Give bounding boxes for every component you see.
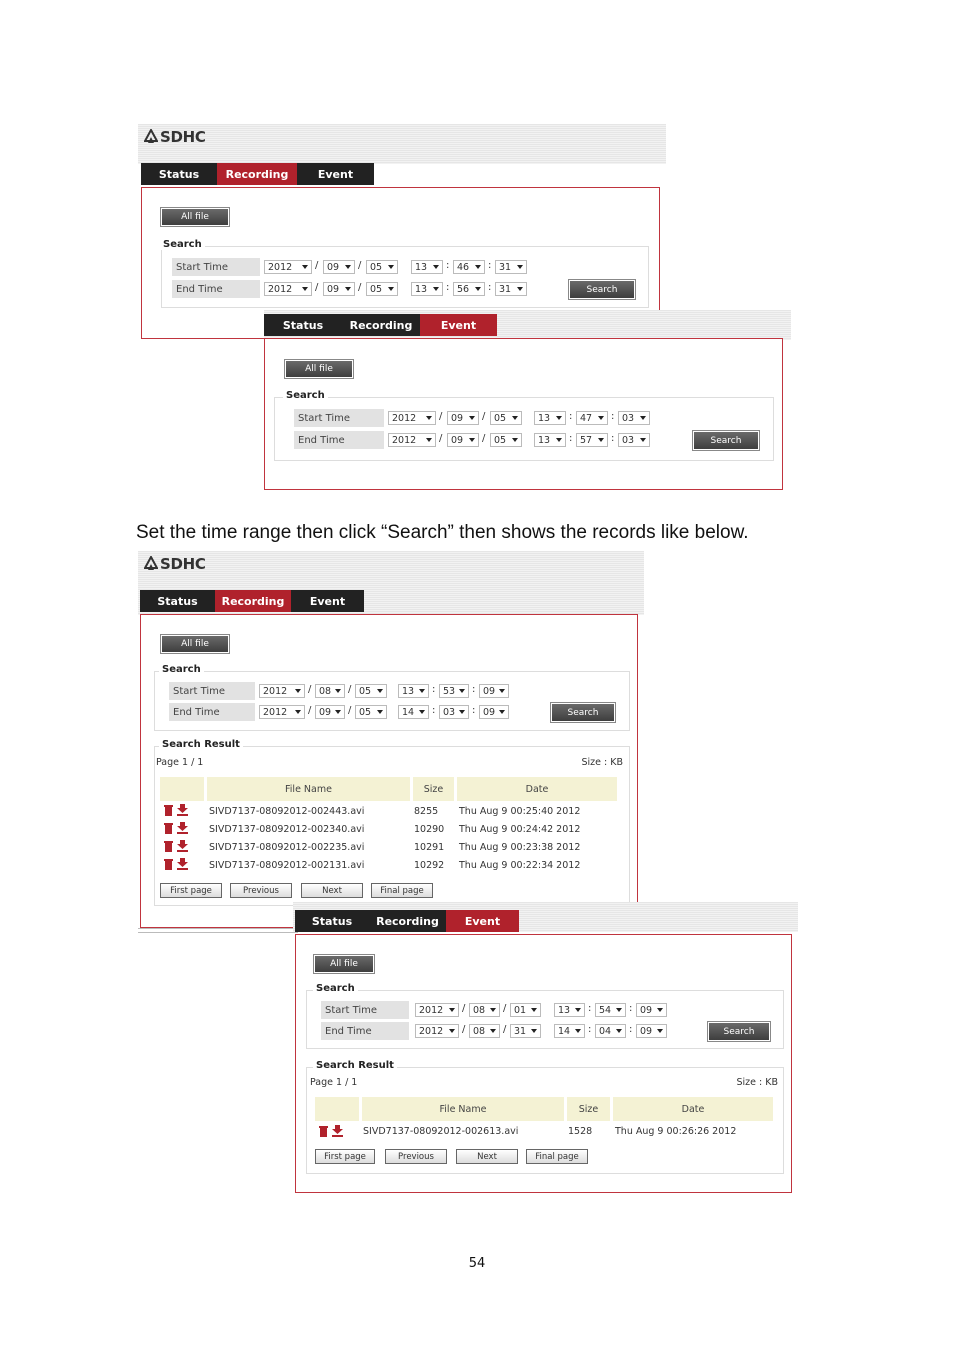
tab-recording[interactable]: Recording [349, 318, 413, 332]
search-button[interactable]: Search [709, 1023, 769, 1040]
sdhc-logo: SDHC [144, 128, 206, 146]
search-result-fieldset [154, 739, 630, 906]
end-hour-select[interactable] [411, 282, 443, 296]
row-size: 8255 [414, 806, 439, 817]
tab-bar [295, 910, 519, 932]
field-separator: / [308, 684, 312, 695]
chevron-down-icon [419, 710, 425, 714]
select-value: 09 [483, 706, 496, 718]
search-legend: Search [283, 390, 328, 401]
tab-status[interactable]: Status [158, 167, 200, 181]
panel-bottom-rule [138, 928, 298, 933]
select-value: 53 [443, 685, 456, 697]
previous-button[interactable]: Previous [230, 883, 292, 898]
chevron-down-icon [459, 710, 465, 714]
tab-recording[interactable]: Recording [215, 590, 291, 612]
end-time-label: End Time [294, 431, 384, 449]
chevron-down-icon [426, 416, 432, 420]
end-time-label: End Time [169, 703, 255, 721]
end-year-select[interactable] [415, 1024, 459, 1038]
trash-icon[interactable] [318, 1125, 329, 1137]
chevron-down-icon [531, 1029, 537, 1033]
end-second-select[interactable] [636, 1024, 667, 1038]
size-unit-label: Size : KB [581, 757, 623, 768]
size-unit-label: Size : KB [736, 1077, 778, 1088]
field-separator: / [462, 1003, 466, 1014]
panel-header [138, 124, 666, 164]
select-value: 13 [538, 412, 551, 424]
chevron-down-icon [490, 1029, 496, 1033]
end-hour-select[interactable] [398, 705, 429, 719]
select-value: 09 [327, 283, 340, 295]
tab-event[interactable]: Event [317, 167, 354, 181]
start-day-select[interactable] [510, 1003, 541, 1017]
chevron-down-icon [469, 438, 475, 442]
select-value: 46 [457, 261, 470, 273]
start-hour-select[interactable] [411, 260, 443, 274]
field-separator: : [432, 705, 436, 716]
tab-event[interactable]: Event [420, 314, 497, 336]
chevron-down-icon [302, 287, 308, 291]
select-value: 03 [622, 434, 635, 446]
chevron-down-icon [345, 265, 351, 269]
chevron-down-icon [475, 265, 481, 269]
field-separator: / [348, 705, 352, 716]
search-fieldset [274, 390, 774, 461]
chevron-down-icon [512, 416, 518, 420]
end-year-select[interactable] [264, 282, 312, 296]
field-separator: : [629, 1003, 633, 1014]
field-separator: / [358, 260, 362, 271]
field-separator: / [308, 705, 312, 716]
select-value: 57 [580, 434, 593, 446]
select-value: 13 [538, 434, 551, 446]
start-hour-select[interactable] [554, 1003, 585, 1017]
field-separator: : [446, 282, 450, 293]
next-button[interactable]: Next [456, 1149, 518, 1164]
start-second-select[interactable] [495, 260, 527, 274]
col-icons-header [160, 777, 204, 801]
row-date: Thu Aug 9 00:26:26 2012 [615, 1126, 737, 1137]
col-icons-header [315, 1097, 359, 1121]
select-value: 2012 [392, 434, 417, 446]
end-day-select[interactable] [490, 433, 522, 447]
field-separator: / [503, 1024, 507, 1035]
field-separator: / [439, 433, 443, 444]
panel-content [264, 338, 783, 490]
start-second-select[interactable] [479, 684, 509, 698]
col-file-name-header: File Name [362, 1097, 564, 1121]
sdhc-logo-icon [144, 556, 158, 572]
row-file-name: SIVD7137-08092012-002340.avi [209, 824, 365, 835]
start-month-select[interactable] [323, 260, 355, 274]
chevron-down-icon [657, 1008, 663, 1012]
start-hour-select[interactable] [534, 411, 566, 425]
select-value: 2012 [268, 261, 293, 273]
select-value: 05 [494, 412, 507, 424]
end-second-select[interactable] [495, 282, 527, 296]
select-value: 03 [443, 706, 456, 718]
row-file-name: SIVD7137-08092012-002613.avi [363, 1126, 519, 1137]
chevron-down-icon [388, 265, 394, 269]
search-legend: Search [160, 239, 205, 250]
search-button[interactable]: Search [552, 704, 614, 721]
start-minute-select[interactable] [595, 1003, 626, 1017]
start-time-label: Start Time [294, 409, 384, 427]
tab-event[interactable]: Event [309, 594, 346, 608]
start-minute-select[interactable] [453, 260, 485, 274]
field-separator: / [482, 411, 486, 422]
row-actions [163, 804, 188, 816]
chevron-down-icon [295, 689, 301, 693]
select-value: 05 [359, 706, 372, 718]
chevron-down-icon [499, 689, 505, 693]
field-separator: : [446, 260, 450, 271]
panel-content [295, 934, 792, 1193]
previous-button[interactable]: Previous [385, 1149, 447, 1164]
chevron-down-icon [469, 416, 475, 420]
select-value: 14 [402, 706, 415, 718]
first-page-button[interactable]: First page [160, 883, 222, 898]
first-page-button[interactable]: First page [315, 1149, 375, 1164]
select-value: 13 [415, 261, 428, 273]
start-year-select[interactable] [388, 411, 436, 425]
trash-icon[interactable] [163, 840, 174, 852]
start-time-label: Start Time [321, 1001, 409, 1019]
end-year-select[interactable] [388, 433, 436, 447]
search-legend: Search [159, 664, 204, 675]
field-separator: : [488, 282, 492, 293]
select-value: 09 [327, 261, 340, 273]
select-value: 09 [640, 1025, 653, 1037]
start-year-select[interactable] [264, 260, 312, 274]
search-legend: Search [313, 983, 358, 994]
tab-status[interactable]: Status [311, 914, 353, 928]
field-separator: : [432, 684, 436, 695]
chevron-down-icon [490, 1008, 496, 1012]
all-file-button[interactable]: All file [162, 209, 228, 225]
select-value: 04 [599, 1025, 612, 1037]
row-date: Thu Aug 9 00:23:38 2012 [459, 842, 581, 853]
chevron-down-icon [598, 416, 604, 420]
select-value: 2012 [392, 412, 417, 424]
field-separator: / [439, 411, 443, 422]
chevron-down-icon [377, 710, 383, 714]
chevron-down-icon [575, 1008, 581, 1012]
start-day-select[interactable] [366, 260, 398, 274]
search-fieldset [161, 239, 649, 308]
row-size: 1528 [568, 1126, 593, 1137]
col-date-header: Date [613, 1097, 773, 1121]
start-year-select[interactable] [415, 1003, 459, 1017]
end-month-select[interactable] [447, 433, 479, 447]
end-month-select[interactable] [469, 1024, 500, 1038]
all-file-button[interactable]: All file [315, 956, 373, 972]
tab-status[interactable]: Status [282, 318, 324, 332]
search-fieldset [154, 664, 630, 731]
search-result-legend: Search Result [313, 1060, 397, 1071]
download-icon[interactable] [177, 804, 188, 816]
all-file-button[interactable]: All file [162, 636, 228, 652]
select-value: 09 [451, 434, 464, 446]
tab-bar [264, 314, 497, 336]
row-date: Thu Aug 9 00:22:34 2012 [459, 860, 581, 871]
start-month-select[interactable] [469, 1003, 500, 1017]
end-minute-select[interactable] [439, 705, 469, 719]
field-separator: : [611, 411, 615, 422]
chevron-down-icon [449, 1029, 455, 1033]
end-month-select[interactable] [315, 705, 345, 719]
chevron-down-icon [598, 438, 604, 442]
field-separator: : [569, 433, 573, 444]
next-button[interactable]: Next [301, 883, 363, 898]
chevron-down-icon [426, 438, 432, 442]
end-second-select[interactable] [479, 705, 509, 719]
trash-icon[interactable] [163, 804, 174, 816]
tab-bar [141, 163, 374, 185]
chevron-down-icon [388, 287, 394, 291]
end-month-select[interactable] [323, 282, 355, 296]
chevron-down-icon [433, 287, 439, 291]
start-year-select[interactable] [259, 684, 305, 698]
row-actions [163, 840, 188, 852]
panel-content [140, 614, 638, 928]
start-second-select[interactable] [636, 1003, 667, 1017]
select-value: 31 [499, 261, 512, 273]
end-year-select[interactable] [259, 705, 305, 719]
select-value: 09 [451, 412, 464, 424]
chevron-down-icon [657, 1029, 663, 1033]
final-page-button[interactable]: Final page [371, 883, 433, 898]
col-size-header: Size [413, 777, 454, 801]
field-separator: / [348, 684, 352, 695]
field-separator: / [315, 260, 319, 271]
page-indicator: Page 1 / 1 [156, 757, 204, 768]
select-value: 31 [499, 283, 512, 295]
select-value: 09 [319, 706, 332, 718]
end-second-select[interactable] [618, 433, 650, 447]
start-month-select[interactable] [315, 684, 345, 698]
select-value: 2012 [419, 1025, 444, 1037]
end-hour-select[interactable] [554, 1024, 585, 1038]
chevron-down-icon [377, 689, 383, 693]
start-minute-select[interactable] [576, 411, 608, 425]
select-value: 2012 [268, 283, 293, 295]
row-actions [318, 1125, 343, 1137]
select-value: 31 [514, 1025, 527, 1037]
select-value: 54 [599, 1004, 612, 1016]
select-value: 05 [494, 434, 507, 446]
row-date: Thu Aug 9 00:24:42 2012 [459, 824, 581, 835]
field-separator: : [588, 1003, 592, 1014]
sdhc-panel-recording-1 [138, 124, 666, 338]
row-file-name: SIVD7137-08092012-002131.avi [209, 860, 365, 871]
end-day-select[interactable] [355, 705, 387, 719]
chevron-down-icon [499, 710, 505, 714]
row-size: 10291 [414, 842, 445, 853]
trash-icon[interactable] [163, 858, 174, 870]
row-size: 10290 [414, 824, 445, 835]
field-separator: : [569, 411, 573, 422]
search-result-legend: Search Result [159, 739, 243, 750]
select-value: 09 [483, 685, 496, 697]
search-button[interactable]: Search [694, 432, 758, 449]
select-value: 08 [473, 1004, 486, 1016]
start-month-select[interactable] [447, 411, 479, 425]
field-separator: / [462, 1024, 466, 1035]
field-separator: / [482, 433, 486, 444]
download-icon[interactable] [177, 858, 188, 870]
select-value: 13 [402, 685, 415, 697]
download-icon[interactable] [332, 1125, 343, 1137]
start-time-label: Start Time [172, 258, 260, 276]
chevron-down-icon [517, 287, 523, 291]
end-hour-select[interactable] [534, 433, 566, 447]
tab-recording[interactable]: Recording [217, 163, 297, 185]
end-day-select[interactable] [366, 282, 398, 296]
download-icon[interactable] [177, 822, 188, 834]
tab-recording[interactable]: Recording [376, 914, 439, 928]
chevron-down-icon [475, 287, 481, 291]
page-number: 54 [468, 1256, 486, 1271]
page-indicator: Page 1 / 1 [310, 1077, 358, 1088]
col-date-header: Date [457, 777, 617, 801]
select-value: 03 [622, 412, 635, 424]
chevron-down-icon [302, 265, 308, 269]
field-separator: / [503, 1003, 507, 1014]
field-separator: : [472, 684, 476, 695]
final-page-button[interactable]: Final page [526, 1149, 588, 1164]
chevron-down-icon [616, 1029, 622, 1033]
end-minute-select[interactable] [595, 1024, 626, 1038]
trash-icon[interactable] [163, 822, 174, 834]
field-separator: : [588, 1024, 592, 1035]
chevron-down-icon [531, 1008, 537, 1012]
chevron-down-icon [517, 265, 523, 269]
chevron-down-icon [512, 438, 518, 442]
start-time-label: Start Time [169, 682, 255, 700]
chevron-down-icon [616, 1008, 622, 1012]
chevron-down-icon [449, 1008, 455, 1012]
start-hour-select[interactable] [398, 684, 429, 698]
chevron-down-icon [640, 438, 646, 442]
download-icon[interactable] [177, 840, 188, 852]
select-value: 05 [370, 283, 383, 295]
row-actions [163, 822, 188, 834]
chevron-down-icon [335, 710, 341, 714]
row-file-name: SIVD7137-08092012-002235.avi [209, 842, 365, 853]
select-value: 13 [415, 283, 428, 295]
chevron-down-icon [556, 416, 562, 420]
chevron-down-icon [433, 265, 439, 269]
select-value: 2012 [263, 706, 288, 718]
end-time-label: End Time [321, 1022, 409, 1040]
sdhc-panel-recording-2 [138, 551, 644, 935]
search-fieldset [306, 983, 784, 1049]
chevron-down-icon [575, 1029, 581, 1033]
start-minute-select[interactable] [439, 684, 469, 698]
col-file-name-header: File Name [207, 777, 410, 801]
sdhc-logo: SDHC [144, 555, 206, 573]
start-day-select[interactable] [355, 684, 387, 698]
instruction-caption: Set the time range then click “Search” then shows the records like below. [136, 522, 749, 543]
chevron-down-icon [345, 287, 351, 291]
select-value: 2012 [263, 685, 288, 697]
field-separator: : [611, 433, 615, 444]
chevron-down-icon [556, 438, 562, 442]
chevron-down-icon [419, 689, 425, 693]
start-day-select[interactable] [490, 411, 522, 425]
row-size: 10292 [414, 860, 445, 871]
tab-event[interactable]: Event [446, 910, 519, 932]
select-value: 56 [457, 283, 470, 295]
end-time-label: End Time [172, 280, 260, 298]
search-button[interactable]: Search [570, 281, 634, 298]
sdhc-logo-icon [144, 129, 158, 145]
chevron-down-icon [295, 710, 301, 714]
tab-bar [140, 590, 364, 612]
field-separator: : [629, 1024, 633, 1035]
select-value: 14 [558, 1025, 571, 1037]
field-separator: : [472, 705, 476, 716]
row-actions [163, 858, 188, 870]
select-value: 09 [640, 1004, 653, 1016]
select-value: 2012 [419, 1004, 444, 1016]
end-day-select[interactable] [510, 1024, 541, 1038]
row-date: Thu Aug 9 00:25:40 2012 [459, 806, 581, 817]
sdhc-panel-event-1 [264, 310, 791, 490]
select-value: 08 [473, 1025, 486, 1037]
chevron-down-icon [640, 416, 646, 420]
row-file-name: SIVD7137-08092012-002443.avi [209, 806, 365, 817]
sdhc-panel-event-2 [293, 902, 798, 1194]
end-minute-select[interactable] [453, 282, 485, 296]
field-separator: / [315, 282, 319, 293]
all-file-button[interactable]: All file [286, 361, 352, 377]
select-value: 05 [370, 261, 383, 273]
select-value: 05 [359, 685, 372, 697]
field-separator: / [358, 282, 362, 293]
select-value: 01 [514, 1004, 527, 1016]
select-value: 08 [319, 685, 332, 697]
start-second-select[interactable] [618, 411, 650, 425]
search-result-fieldset [306, 1060, 784, 1174]
chevron-down-icon [335, 689, 341, 693]
select-value: 47 [580, 412, 593, 424]
end-minute-select[interactable] [576, 433, 608, 447]
field-separator: : [488, 260, 492, 271]
select-value: 13 [558, 1004, 571, 1016]
chevron-down-icon [459, 689, 465, 693]
col-size-header: Size [567, 1097, 610, 1121]
tab-status[interactable]: Status [157, 594, 198, 608]
